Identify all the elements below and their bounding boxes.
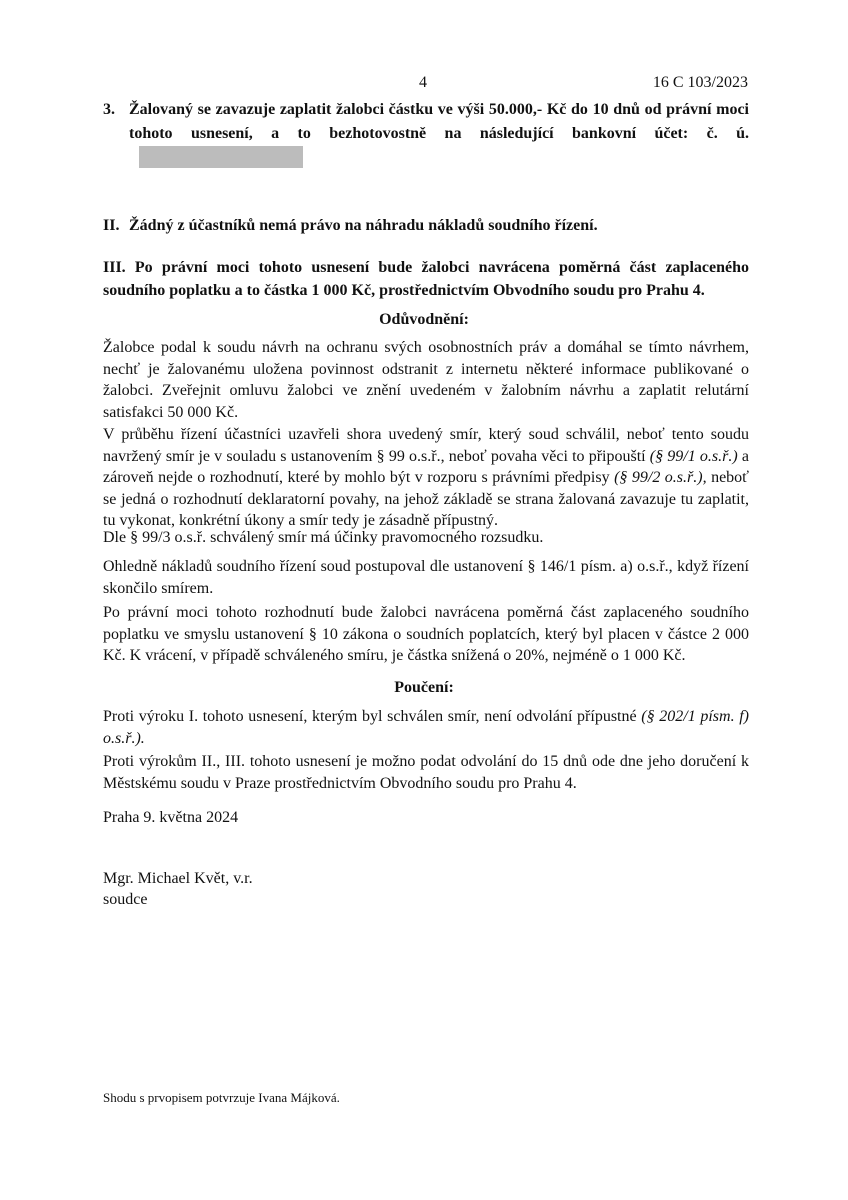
place-and-date: Praha 9. května 2024 [103,809,239,826]
section-text: Žádný z účastníků nemá právo na náhradu nákladů soudního řízení. [129,217,598,234]
reasoning-paragraph-2 [103,424,749,532]
instruction-heading: Poučení: [394,679,454,696]
instruction-paragraph-2: Proti výrokům II., III. tohoto usnesení je možno podat odvolání do 15 dnů ode dne jeho doručení k Městskému soudu v Praze prostřednictvím Obvodního soudu pro Prahu 4. [103,753,749,792]
case-number: 16 C 103/2023 [652,74,748,91]
reasoning-paragraph-5: Po právní moci tohoto rozhodnutí bude žalobci navrácena poměrná část zaplaceného soudního poplatku ve smyslu ustanovení § 10 zákona o soudních poplatcích, který byl placen v částce 2 000 Kč. K vrácení, v případě schváleného smíru, je částka snížená o 20%, nejméně o 1 000 Kč. [103,604,749,664]
page-number: 4 [419,74,427,91]
verdict-item-3 [103,98,749,171]
legal-reference: (§ 99/2 o.s.ř.), [614,469,707,486]
reasoning-paragraph-3: Dle § 99/3 o.s.ř. schválený smír má účinky pravomocného rozsudku. [103,529,544,546]
legal-reference: (§ 99/1 o.s.ř.) [649,447,738,465]
legal-reference: (§ 202/1 písm. f) o.s.ř.). [103,708,750,747]
reasoning-heading: Odůvodnění: [379,311,469,328]
item-number: 3. [103,101,115,118]
signature-role: soudce [103,891,148,908]
instruction-paragraph-1 [103,706,749,749]
reasoning-paragraph-1: Žalobce podal k soudu návrh na ochranu svých osobnostních práv a domáhal se tímto návrhem, nechť je žalovanému uložena povinnost odstranit z internetu některé informace publikované o žalobci. Zveřejnit omluvu žalobci ve znění uvedeném v žalobním návrhu a zaplatit relutární satisfakci 50 000 Kč. [103,339,749,421]
paragraph-text: Proti výroku I. tohoto usnesení, kterým byl schválen smír, není odvolání přípustné [103,708,637,725]
verdict-section-3: III. Po právní moci tohoto usnesení bude žalobci navrácena poměrná část zaplaceného soudního poplatku a to částka 1 000 Kč, prostřednictvím Obvodního soudu pro Prahu 4. [103,259,749,299]
footer-certification: Shodu s prvopisem potvrzuje Ivana Májková. [103,1090,340,1105]
paragraph-text: neboť se jedná o rozhodnutí deklaratorní povahy, na jehož základě se strana žalovaná zavazuje tu zaplatit, tu vykonat, konkrétní úkony a smír tedy je zásadně přípustný. [103,469,750,529]
paragraph-text: a zároveň nejde o rozhodnutí, které by mohlo být v rozporu s právními předpisy [103,447,750,486]
signature-name: Mgr. Michael Květ, v.r. [103,870,253,887]
verdict-section-2 [103,217,598,235]
paragraph-text: V průběhu řízení účastníci uzavřeli shora uvedený smír, který soud schválil, neboť tento soudu navržený smír je v souladu s ustanovením § 99 o.s.ř., neboť povaha věci to připouští [103,426,749,465]
section-number: II. [103,217,120,234]
item-text: Žalovaný se zavazuje zaplatit žalobci částku ve výši 50.000,- Kč do 10 dnů od právní moci tohoto usnesení, a to bezhotovostně na následující bankovní účet: č. ú. [129,101,749,142]
redacted-account-number [139,146,303,168]
reasoning-paragraph-4: Ohledně nákladů soudního řízení soud postupoval dle ustanovení § 146/1 písm. a) o.s.ř., když řízení skončilo smírem. [103,558,749,597]
